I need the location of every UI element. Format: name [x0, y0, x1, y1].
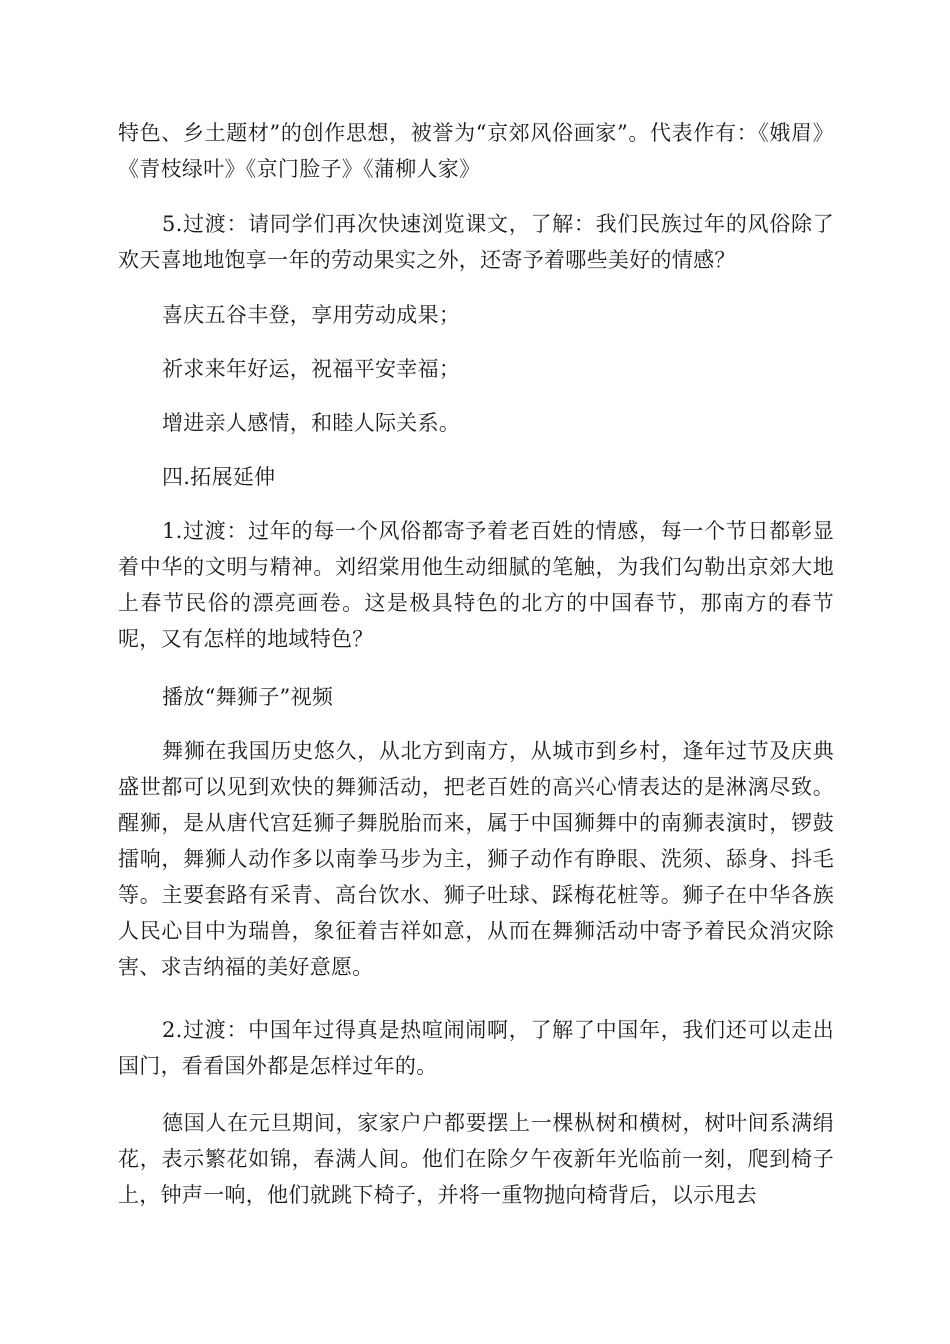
paragraph-emotion-2: 祈求来年好运，祝福平安幸福；: [162, 357, 461, 381]
paragraph-continuation: 特色、乡土题材”的创作思想，被誉为“京郊风俗画家”。代表作有：《娥眉》《青枝绿叶》《京门脸子》《蒲柳人家》: [118, 121, 834, 181]
paragraph-play-video: 播放“舞狮子”视频: [162, 685, 334, 709]
paragraph-transition-5: 5.过渡：请同学们再次快速浏览课文，了解：我们民族过年的风俗除了欢天喜地地饱享一年的劳动果实之外，还寄予着哪些美好的情感？: [118, 212, 834, 272]
paragraph-transition-1: 1.过渡：过年的每一个风俗都寄予着老百姓的情感，每一个节日都彰显着中华的文明与精神。刘绍棠用他生动细腻的笔触，为我们勾勒出京郊大地上春节民俗的漂亮画卷。这是极具特色的北方的中国春节，那南方的春节呢，又有怎样的地域特色？: [118, 519, 834, 651]
paragraph-emotion-1: 喜庆五谷丰登，享用劳动成果；: [162, 303, 461, 327]
paragraph-emotion-3: 增进亲人感情，和睦人际关系。: [162, 411, 461, 435]
section-heading-extension: 四.拓展延伸: [162, 465, 276, 489]
paragraph-transition-2: 2.过渡：中国年过得真是热喧闹闹啊，了解了中国年，我们还可以走出国门，看看国外都是怎样过年的。: [118, 1018, 834, 1078]
paragraph-lion-dance: 舞狮在我国历史悠久，从北方到南方，从城市到乡村，逢年过节及庆典盛世都可以见到欢快的舞狮活动，把老百姓的高兴心情表达的是淋漓尽致。醒狮，是从唐代宫廷狮子舞脱胎而来，属于中国狮舞中的南狮表演时，锣鼓擂响，舞狮人动作多以南拳马步为主，狮子动作有睁眼、洗须、舔身、抖毛等。主要套路有采青、高台饮水、狮子吐球、踩梅花桩等。狮子在中华各族人民心目中为瑞兽，象征着吉祥如意，从而在舞狮活动中寄予着民众消灾除害、求吉纳福的美好意愿。: [118, 739, 834, 979]
paragraph-germany-newyear: 德国人在元旦期间，家家户户都要摆上一棵枞树和横树，树叶间系满绢花，表示繁花如锦，春满人间。他们在除夕午夜新年光临前一刻，爬到椅子上，钟声一响，他们就跳下椅子，并将一重物抛向椅背后，以示甩去: [118, 1111, 834, 1207]
